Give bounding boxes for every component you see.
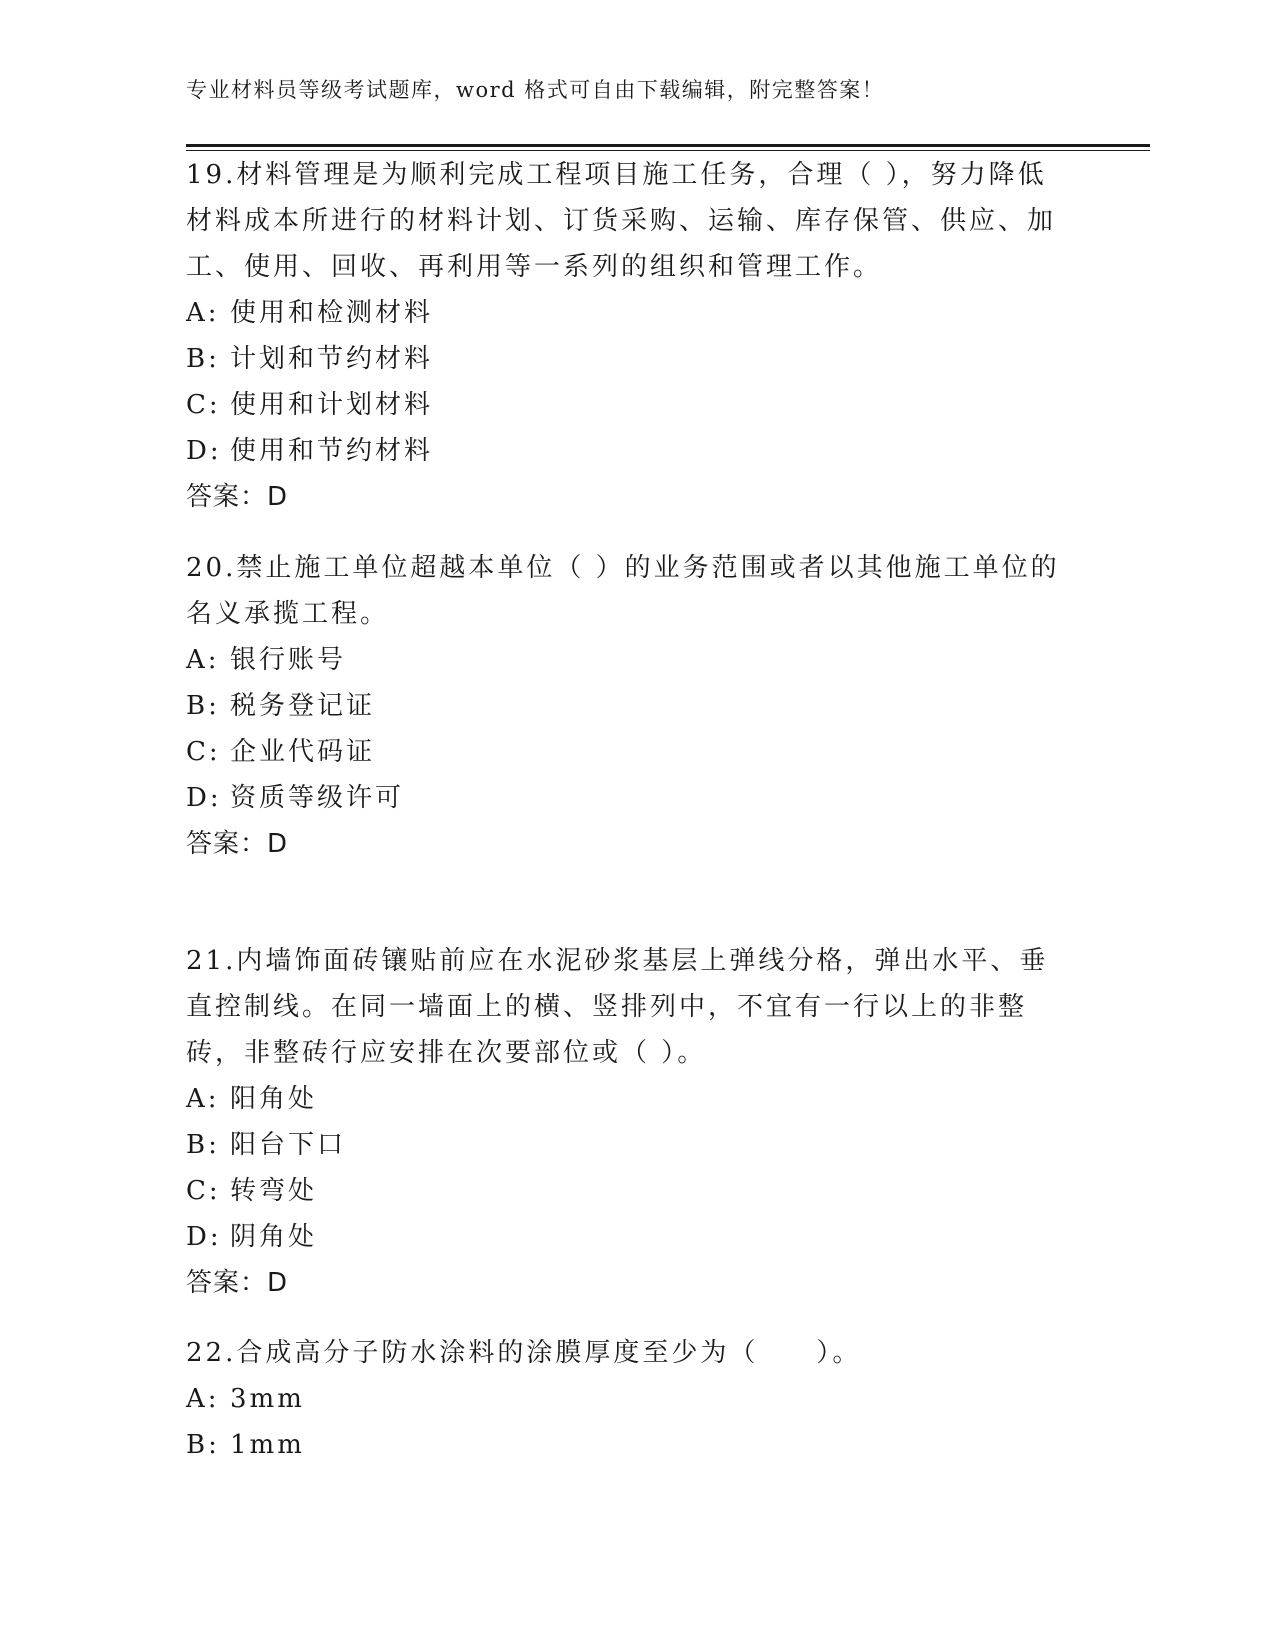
question-19 [186, 152, 1066, 520]
option-letter: D: [186, 436, 222, 466]
option-text: 阴角处 [230, 1222, 318, 1252]
header-divider-thick [186, 144, 1150, 147]
option-letter: C: [186, 1176, 221, 1206]
option-text: 企业代码证 [230, 737, 376, 767]
option-text: 3mm [230, 1384, 305, 1414]
option-c [186, 382, 1066, 428]
option-letter: D: [186, 1222, 222, 1252]
option-text: 银行账号 [230, 645, 347, 675]
option-a [186, 290, 1066, 336]
option-letter: A: [186, 1384, 220, 1414]
option-text: 使用和节约材料 [230, 436, 434, 466]
option-text: 阳角处 [230, 1084, 318, 1114]
option-letter: B: [186, 1430, 220, 1460]
question-text: 19.材料管理是为顺利完成工程项目施工任务，合理（ ），努力降低材料成本所进行的材料计划、订货采购、运输、库存保管、供应、加工、使用、回收、再利用等一系列的组织和管理工作。 [186, 160, 1057, 282]
option-letter: A: [186, 1084, 220, 1114]
option-d [186, 775, 1066, 821]
question-text: 22.合成高分子防水涂料的涂膜厚度至少为（ ）。 [186, 1338, 862, 1368]
option-text: 转弯处 [230, 1176, 318, 1206]
option-text: 阳台下口 [230, 1130, 347, 1160]
option-letter: B: [186, 1130, 220, 1160]
page-header: 专业材料员等级考试题库，word 格式可自由下载编辑，附完整答案！ [186, 78, 885, 102]
option-letter: B: [186, 691, 220, 721]
option-c [186, 729, 1066, 775]
header-divider-thin [186, 150, 1150, 151]
question-text: 21.内墙饰面砖镶贴前应在水泥砂浆基层上弹线分格，弹出水平、垂直控制线。在同一墙面上的横、竖排列中，不宜有一行以上的非整砖，非整砖行应安排在次要部位或（ ）。 [186, 946, 1049, 1068]
option-a [186, 1376, 1066, 1422]
option-letter: C: [186, 737, 221, 767]
question-21 [186, 938, 1066, 1306]
answer: 答案：D [186, 1268, 289, 1298]
option-letter: D: [186, 783, 222, 813]
option-d [186, 1214, 1066, 1260]
option-b [186, 336, 1066, 382]
option-letter: A: [186, 645, 220, 675]
option-text: 使用和检测材料 [230, 298, 434, 328]
option-text: 使用和计划材料 [230, 390, 434, 420]
option-c [186, 1168, 1066, 1214]
option-text: 资质等级许可 [230, 783, 405, 813]
question-text: 20.禁止施工单位超越本单位（ ）的业务范围或者以其他施工单位的名义承揽工程。 [186, 553, 1060, 629]
option-d [186, 428, 1066, 474]
question-20 [186, 545, 1066, 867]
option-letter: A: [186, 298, 220, 328]
option-a [186, 1076, 1066, 1122]
option-text: 1mm [230, 1430, 305, 1460]
answer: 答案：D [186, 829, 289, 859]
question-22 [186, 1330, 1066, 1468]
answer: 答案：D [186, 482, 289, 512]
option-text: 税务登记证 [230, 691, 376, 721]
option-a [186, 637, 1066, 683]
option-text: 计划和节约材料 [230, 344, 434, 374]
option-b [186, 1422, 1066, 1468]
option-letter: B: [186, 344, 220, 374]
option-b [186, 683, 1066, 729]
option-letter: C: [186, 390, 221, 420]
option-b [186, 1122, 1066, 1168]
